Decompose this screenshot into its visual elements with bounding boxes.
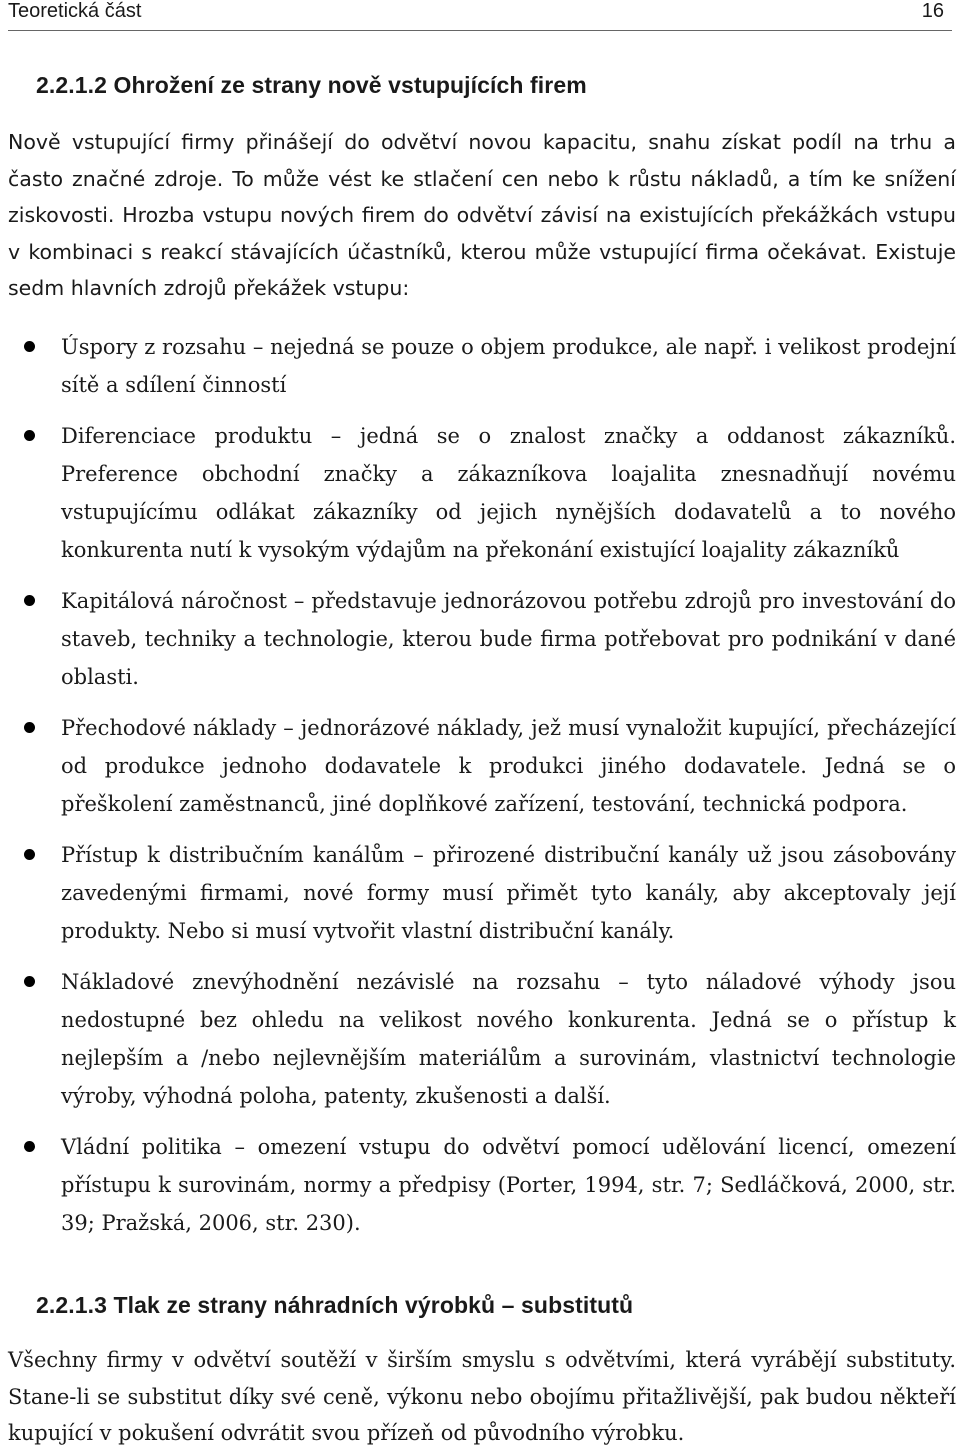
bullet-icon (24, 430, 35, 441)
list-item (24, 963, 956, 1115)
list-item-text: Vládní politika – omezení vstupu do odvětví pomocí udělování licencí, omezení přístupu k surovinám, normy a předpisy (Porter, 1994, str. 7; Sedláčková, 2000, str. 39; Pražská, 2006, str. 230). (61, 1135, 956, 1235)
paragraph-entrants: Nově vstupující firmy přinášejí do odvětví novou kapacitu, snahu získat podíl na trhu a často značné zdroje. To může vést ke stlačení cen nebo k růstu nákladů, a tím ke snížení ziskovosti. Hrozba vstupu nových firem do odvětví závisí na existujících překážkách vstupu v kombinaci s reakcí stávajících účastníků, kterou může vstupující firma očekávat. Existuje sedm hlavních zdrojů překážek vstupu: (8, 130, 956, 300)
list-item-text: Diferenciace produktu – jedná se o znalost značky a oddanost zákazníků. Preference obchodní značky a zákazníkova loajalita znesnadňují novému vstupujícímu odlákat zákazníky od jejich nynějších dodavatelů a to nového konkurenta nutí k vysokým výdajům na překonání existující loajality zákazníků (61, 424, 956, 562)
paragraph-substitutes: Všechny firmy v odvětví soutěží v širším smyslu s odvětvími, která vyrábějí substituty. Stane-li se substitut díky své ceně, výkonu nebo obojímu přitažlivější, pak budou někteří kupující v pokušení odvrátit svou přízeň od původního výrobku. (8, 1348, 956, 1445)
bullet-icon (24, 722, 35, 733)
bullet-icon (24, 595, 35, 606)
header-section-title: Teoretická část (8, 0, 142, 22)
bullet-icon (24, 1141, 35, 1152)
entry-barriers-list (24, 328, 956, 1255)
list-item (24, 709, 956, 823)
list-item-text: Přechodové náklady – jednorázové náklady, jež musí vynaložit kupující, přecházející od produkce jednoho dodavatele k produkci jiného dodavatele. Jedná se o přeškolení zaměstnanců, jiné doplňkové zařízení, testování, technická podpora. (61, 716, 956, 816)
section-heading-entrants: 2.2.1.2 Ohrožení ze strany nově vstupujících firem (36, 72, 587, 98)
section-heading-substitutes: 2.2.1.3 Tlak ze strany náhradních výrobků – substitutů (36, 1292, 634, 1318)
list-item (24, 582, 956, 696)
bullet-icon (24, 341, 35, 352)
list-item-text: Kapitálová náročnost – představuje jednorázovou potřebu zdrojů pro investování do staveb, techniky a technologie, kterou bude firma potřebovat pro podnikání v dané oblasti. (61, 589, 956, 689)
list-item (24, 328, 956, 404)
list-item (24, 417, 956, 569)
list-item-text: Úspory z rozsahu – nejedná se pouze o objem produkce, ale např. i velikost prodejní sítě a sdílení činností (61, 335, 956, 397)
list-item-text: Nákladové znevýhodnění nezávislé na rozsahu – tyto náladové výhody jsou nedostupné bez ohledu na velikost nového konkurenta. Jedná se o přístup k nejlepším a /nebo nejlevnějším materiálům a surovinám, vlastnictví technologie výroby, výhodná poloha, patenty, zkušenosti a další. (61, 970, 956, 1108)
bullet-icon (24, 976, 35, 987)
bullet-icon (24, 849, 35, 860)
list-item (24, 836, 956, 950)
list-item-text: Přístup k distribučním kanálům – přirozené distribuční kanály už jsou zásobovány zavedenými firmami, nové formy musí přimět tyto kanály, aby akceptovaly její produkty. Nebo si musí vytvořit vlastní distribuční kanály. (61, 843, 956, 943)
header-page-number: 16 (921, 0, 944, 22)
list-item (24, 1128, 956, 1242)
running-header (8, 0, 952, 31)
